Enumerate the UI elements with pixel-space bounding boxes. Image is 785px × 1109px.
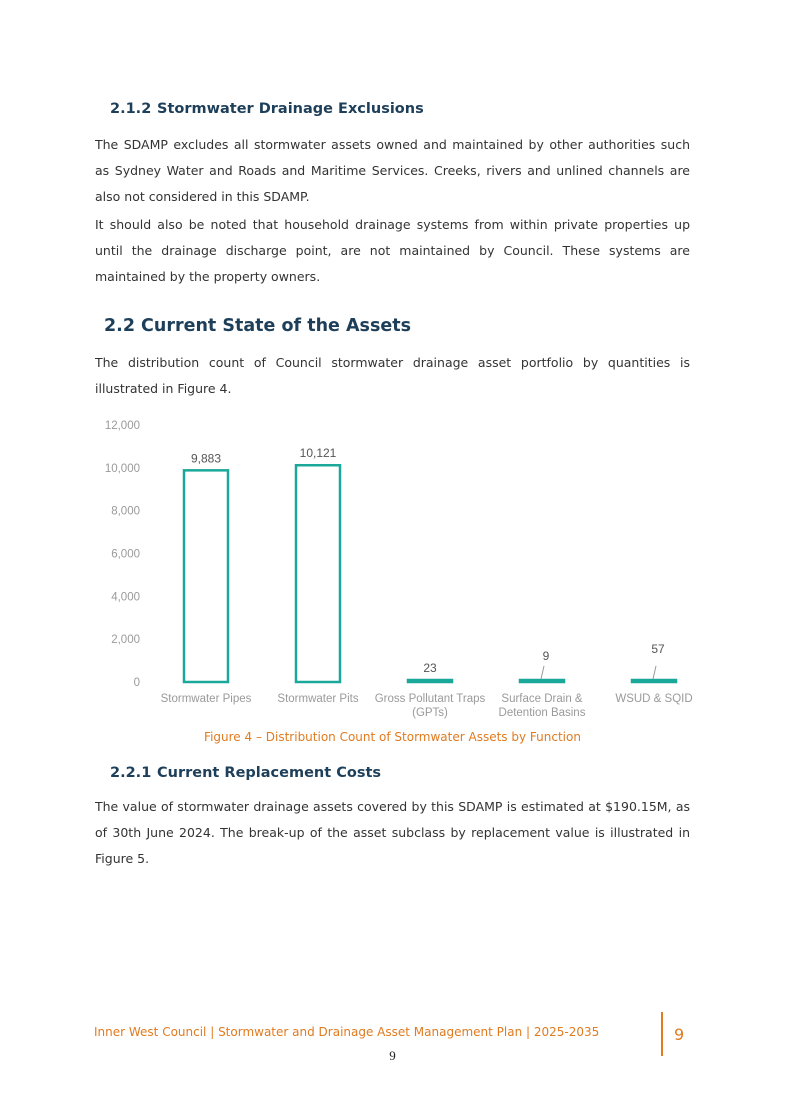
section-2-2-heading: [104, 316, 411, 336]
data-label: 57: [651, 642, 665, 656]
exclusions-paragraph-2: It should also be noted that household drainage systems from within private properties up until the drainage discharge point, are not maintained by Council. These systems are maintained by the property owners.: [95, 217, 690, 284]
page-number: 9: [389, 1048, 396, 1063]
replacement-costs-paragraph: The value of stormwater drainage assets covered by this SDAMP is estimated at $190.15M, as of 30th June 2024. The break-up of the asset subclass by replacement value is illustrated in Figure 5.: [95, 799, 690, 866]
section-number: 2.2.1: [110, 765, 152, 781]
section-number: 2.2: [104, 316, 136, 336]
bar: [408, 680, 452, 682]
footer-page-number: 9: [674, 1025, 685, 1044]
exclusions-paragraph-1: The SDAMP excludes all stormwater assets owned and maintained by other authorities such as Sydney Water and Roads and Maritime Services. Creeks, rivers and unlined channels are also not considered in this SDAMP.: [95, 137, 690, 204]
data-label-leader: [653, 666, 656, 679]
bar: [184, 470, 228, 682]
section-2-2-1-heading: [110, 765, 381, 781]
category-label: (GPTs): [412, 707, 448, 719]
section-title: Current State of the Assets: [141, 316, 412, 336]
section-title: Stormwater Drainage Exclusions: [157, 101, 424, 117]
category-label: Gross Pollutant Traps: [374, 693, 486, 705]
asset-count-bar-chart: [90, 410, 710, 725]
category-label: Stormwater Pits: [277, 693, 359, 705]
data-label: 23: [423, 661, 437, 675]
data-label: 9,883: [190, 451, 222, 466]
footer-title: Inner West Council | Stormwater and Drainage Asset Management Plan | 2025-2035: [94, 1025, 600, 1039]
data-label: 9: [542, 649, 550, 663]
section-2-1-2-heading: [110, 101, 424, 117]
figure-caption: Figure 4 – Distribution Count of Stormwater Assets by Function: [204, 730, 581, 744]
data-label-leader: [541, 666, 544, 679]
category-label: Stormwater Pipes: [160, 693, 252, 705]
bar: [632, 680, 676, 682]
category-label: Surface Drain &: [501, 693, 583, 705]
bar: [520, 680, 564, 682]
y-tick-label: 6,000: [111, 548, 140, 561]
bar: [296, 465, 340, 682]
current-state-paragraph: The distribution count of Council stormwater drainage asset portfolio by quantities is illustrated in Figure 4.: [95, 355, 690, 396]
y-tick-label: 10,000: [104, 462, 140, 475]
y-tick-label: 4,000: [111, 591, 140, 604]
section-number: 2.1.2: [110, 101, 152, 117]
y-tick-label: 0: [133, 677, 140, 689]
data-label: 10,121: [299, 446, 337, 461]
section-title: Current Replacement Costs: [157, 765, 382, 781]
y-tick-label: 8,000: [111, 505, 140, 518]
category-label: Detention Basins: [498, 707, 586, 719]
y-tick-label: 2,000: [111, 634, 140, 647]
y-tick-label: 12,000: [104, 420, 140, 432]
category-label: WSUD & SQID: [615, 693, 693, 705]
